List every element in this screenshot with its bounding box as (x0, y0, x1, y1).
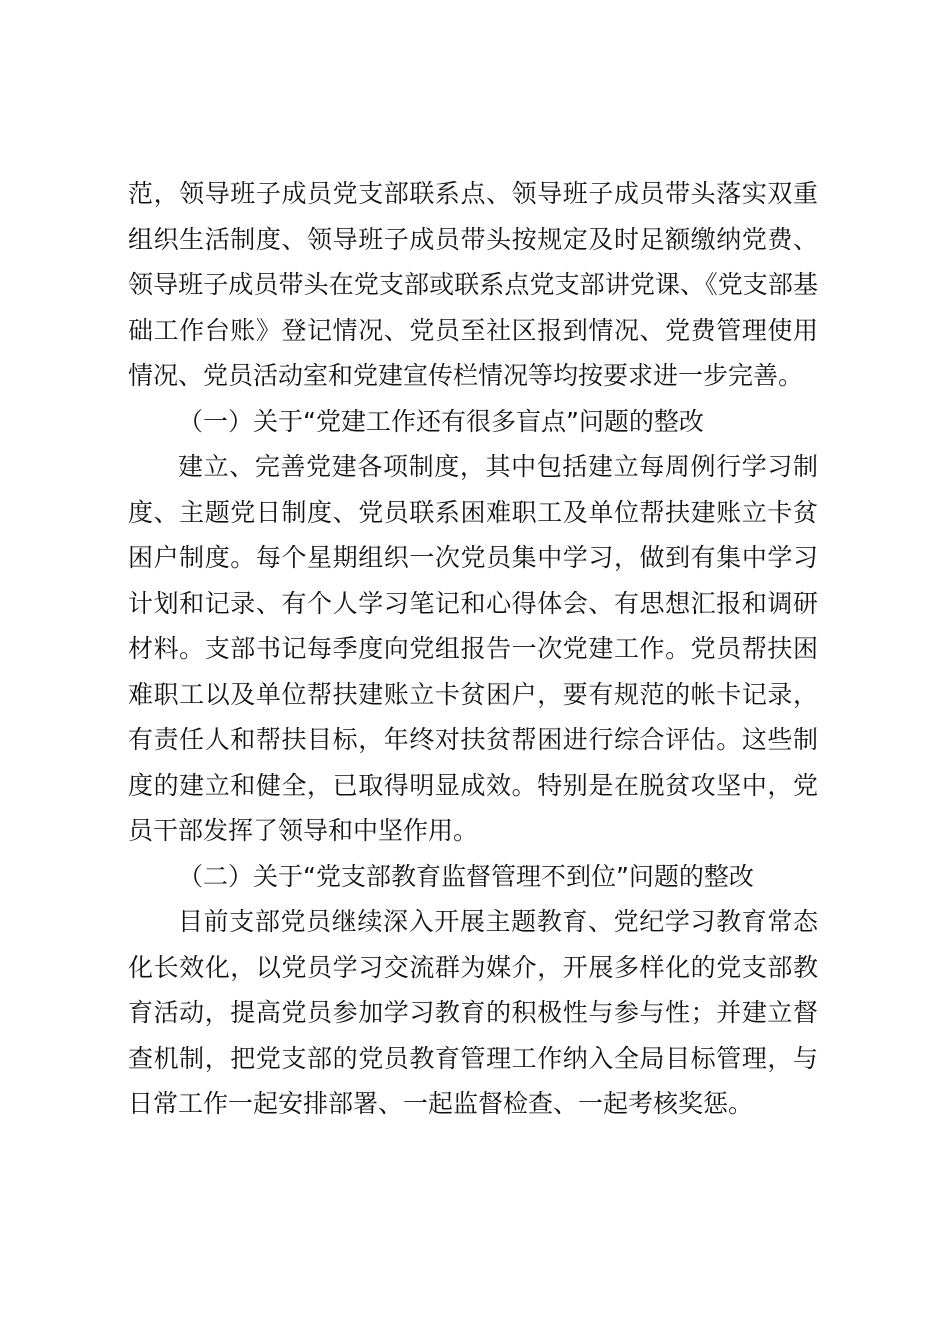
section-heading-1: （一）关于“党建工作还有很多盲点”问题的整改 (178, 406, 704, 436)
document-body (128, 171, 818, 1127)
section-heading-2: （二）关于“党支部教育监督管理不到位”问题的整改 (178, 861, 754, 891)
paragraph-continuation: 范，领导班子成员党支部联系点、领导班子成员带头落实双重组织生活制度、领导班子成员带头按规定及时足额缴纳党费、领导班子成员带头在党支部或联系点党支部讲党课、《党支部基础工作台账》登记情况、党员至社区报到情况、党费管理使用情况、党员活动室和党建宣传栏情况等均按要求进一步完善。 (128, 179, 818, 390)
paragraph-section-1: 建立、完善党建各项制度，其中包括建立每周例行学习制度、主题党日制度、党员联系困难职工及单位帮扶建账立卡贫困户制度。每个星期组织一次党员集中学习，做到有集中学习计划和记录、有个人学习笔记和心得体会、有思想汇报和调研材料。支部书记每季度向党组报告一次党建工作。党员帮扶困难职工以及单位帮扶建账立卡贫困户，要有规范的帐卡记录，有责任人和帮扶目标，年终对扶贫帮困进行综合评估。这些制度的建立和健全，已取得明显成效。特别是在脱贫攻坚中，党员干部发挥了领导和中坚作用。 (128, 452, 818, 845)
paragraph-section-2: 目前支部党员继续深入开展主题教育、党纪学习教育常态化长效化，以党员学习交流群为媒介，开展多样化的党支部教育活动，提高党员参加学习教育的积极性与参与性；并建立督查机制，把党支部的党员教育管理工作纳入全局目标管理，与日常工作一起安排部署、一起监督检查、一起考核奖惩。 (128, 907, 818, 1118)
